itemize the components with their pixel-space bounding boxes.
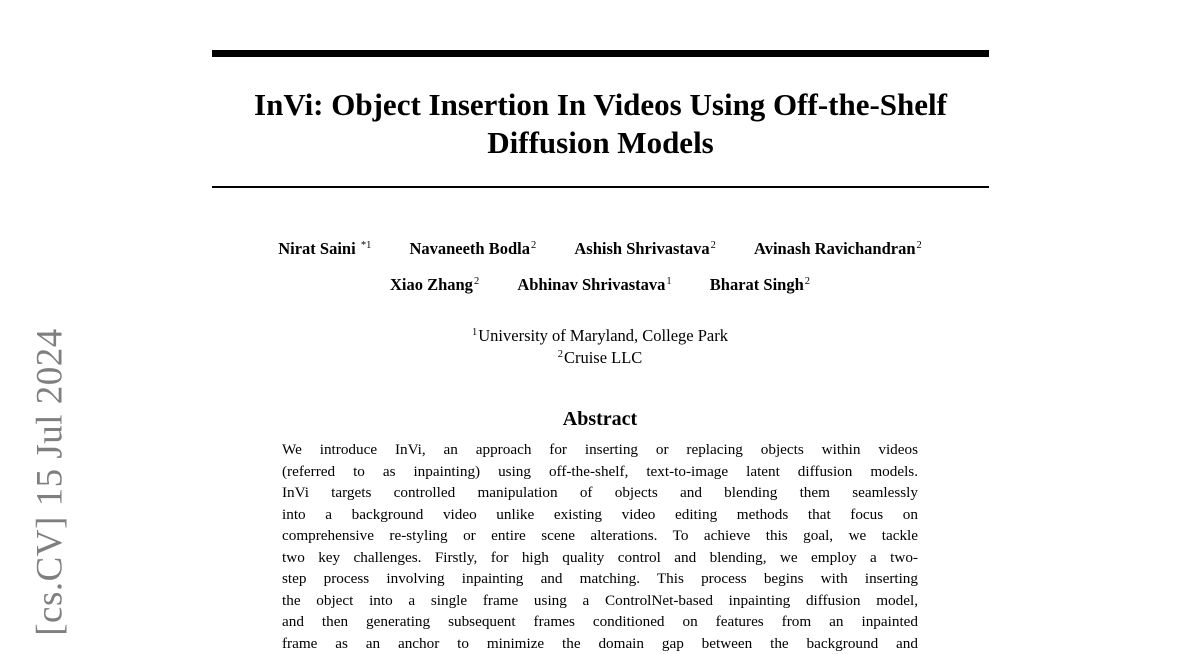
- author-affiliation-mark: 2: [805, 276, 810, 287]
- author: [409, 239, 536, 259]
- abstract-line: (referred to as inpainting) using off-the-shelf, text-to-image latent diffusion models.: [282, 461, 918, 483]
- title-bottom-rule: [212, 186, 989, 188]
- affiliation-mark: 2: [558, 349, 563, 360]
- title-line: Diffusion Models: [212, 124, 989, 162]
- author-name: Navaneeth Bodla: [409, 239, 530, 258]
- author: [574, 239, 716, 259]
- author-name: Xiao Zhang: [390, 275, 473, 294]
- title-top-rule: [212, 50, 989, 57]
- abstract-heading: Abstract: [0, 406, 1200, 432]
- author-name: Avinash Ravichandran: [754, 239, 916, 258]
- author-name: Bharat Singh: [710, 275, 804, 294]
- arxiv-stamp-text: [cs.CV] 15 Jul 2024: [29, 328, 72, 636]
- author-affiliation-mark: 2: [531, 240, 536, 251]
- author-name: Ashish Shrivastava: [574, 239, 709, 258]
- author-list-row-1: [0, 239, 1200, 259]
- abstract-body: [282, 439, 918, 654]
- abstract-line: InVi targets controlled manipulation of objects and blending them seamlessly: [282, 482, 918, 504]
- title-line: InVi: Object Insertion In Videos Using Off-the-Shelf: [212, 86, 989, 124]
- affiliation: [0, 325, 1200, 347]
- author: [754, 239, 922, 259]
- abstract-line: We introduce InVi, an approach for inserting or replacing objects within videos: [282, 439, 918, 461]
- affiliation-mark: 1: [472, 327, 477, 338]
- author-affiliation-mark: 1: [666, 276, 671, 287]
- paper-title: [212, 86, 989, 162]
- affiliation-name: Cruise LLC: [564, 348, 642, 367]
- abstract-line: the object into a single frame using a ControlNet-based inpainting diffusion model,: [282, 590, 918, 612]
- author: [710, 275, 810, 295]
- affiliation: [0, 347, 1200, 369]
- author-list-row-2: [0, 275, 1200, 295]
- abstract-line: two key challenges. Firstly, for high quality control and blending, we employ a two-: [282, 547, 918, 569]
- author-affiliation-mark: 2: [711, 240, 716, 251]
- author-affiliation-mark: *1: [361, 240, 372, 251]
- abstract-line: and then generating subsequent frames conditioned on features from an inpainted: [282, 611, 918, 633]
- abstract-line: step process involving inpainting and matching. This process begins with inserting: [282, 568, 918, 590]
- author-affiliation-mark: 2: [474, 276, 479, 287]
- author-name: Abhinav Shrivastava: [517, 275, 665, 294]
- author-name: Nirat Saini: [278, 239, 360, 258]
- affiliation-name: University of Maryland, College Park: [478, 326, 728, 345]
- author-affiliation-mark: 2: [917, 240, 922, 251]
- abstract-line: into a background video unlike existing video editing methods that focus on: [282, 504, 918, 526]
- abstract-line: frame as an anchor to minimize the domain gap between the background and: [282, 633, 918, 654]
- author: [517, 275, 671, 295]
- abstract-line: comprehensive re-styling or entire scene alterations. To achieve this goal, we tackle: [282, 525, 918, 547]
- author: [390, 275, 479, 295]
- author: [278, 239, 371, 259]
